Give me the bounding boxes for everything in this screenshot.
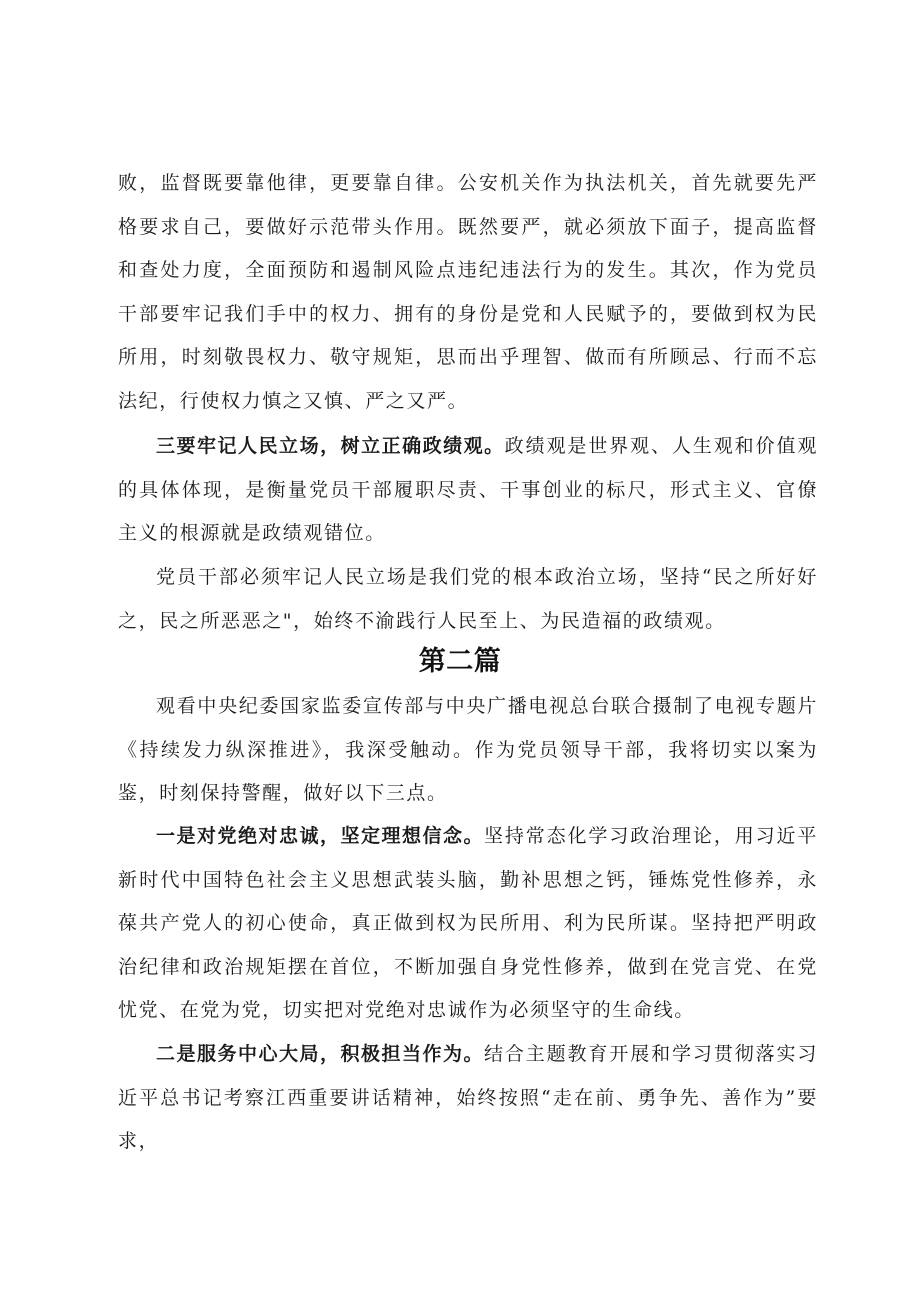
paragraph-people-stance xyxy=(118,556,818,643)
paragraph-text: 观看中央纪委国家监委宣传部与中央广播电视总台联合摄制了电视专题片《持续发力纵深推进》，我深受触动。作为党员领导干部，我将切实以案为鉴，时刻保持警醒，做好以下三点。 xyxy=(118,695,818,804)
paragraph-text: 败，监督既要靠他律，更要靠自律。公安机关作为执法机关，首先就要先严格要求自己，要做好示范带头作用。既然要严，就必须放下面子，提高监督和查处力度，全面预防和遏制风险点违纪违法行为的发生。其次，作为党员干部要牢记我们手中的权力、拥有的身份是党和人民赋予的，要做到权为民所用，时刻敬畏权力、敬守规矩，思而出乎理智、做而有所顾忌、行而不忘法纪，行使权力慎之又慎、严之又严。 xyxy=(118,172,818,412)
paragraph-lead-heading: 三要牢记人民立场，树立正确政绩观。 xyxy=(156,435,505,457)
paragraph-text: 坚持常态化学习政治理论，用习近平新时代中国特色社会主义思想武装头脑，勤补思想之钙，锤炼党性修养，永葆共产党人的初心使命，真正做到权为民所用、利为民所谋。坚持把严明政治纪律和政治规矩摆在首位，不断加强自身党性修养，做到在党言党、在党忧党、在党为党，切实把对党绝对忠诚作为必须坚守的生命线。 xyxy=(118,825,818,1021)
paragraph-serve-overall xyxy=(118,1033,818,1164)
paragraph-intro xyxy=(118,685,818,816)
paragraph-text: 党员干部必须牢记人民立场是我们党的根本政治立场，坚持“民之所好好之，民之所恶恶之"，始终不渝践行人民至上、为民造福的政绩观。 xyxy=(118,566,818,632)
paragraph-lead-heading: 一是对党绝对忠诚，坚定理想信念。 xyxy=(156,825,484,847)
paragraph-loyalty xyxy=(118,815,818,1033)
paragraph-text: 结合主题教育开展和学习贯彻落实习近平总书记考察江西重要讲话精神，始终按照“走在前、勇争先、善作为”要求， xyxy=(118,1043,818,1152)
paragraph-continuation xyxy=(118,162,818,423)
paragraph-political-achievement xyxy=(118,425,818,556)
paragraph-text: 政绩观是世界观、人生观和价值观的具体体现，是衡量党员干部履职尽责、干事创业的标尺，形式主义、官僚主义的根源就是政绩观错位。 xyxy=(118,435,818,544)
paragraph-lead-heading: 二是服务中心大局，积极担当作为。 xyxy=(156,1043,484,1065)
section-heading: 第二篇 xyxy=(418,646,502,677)
